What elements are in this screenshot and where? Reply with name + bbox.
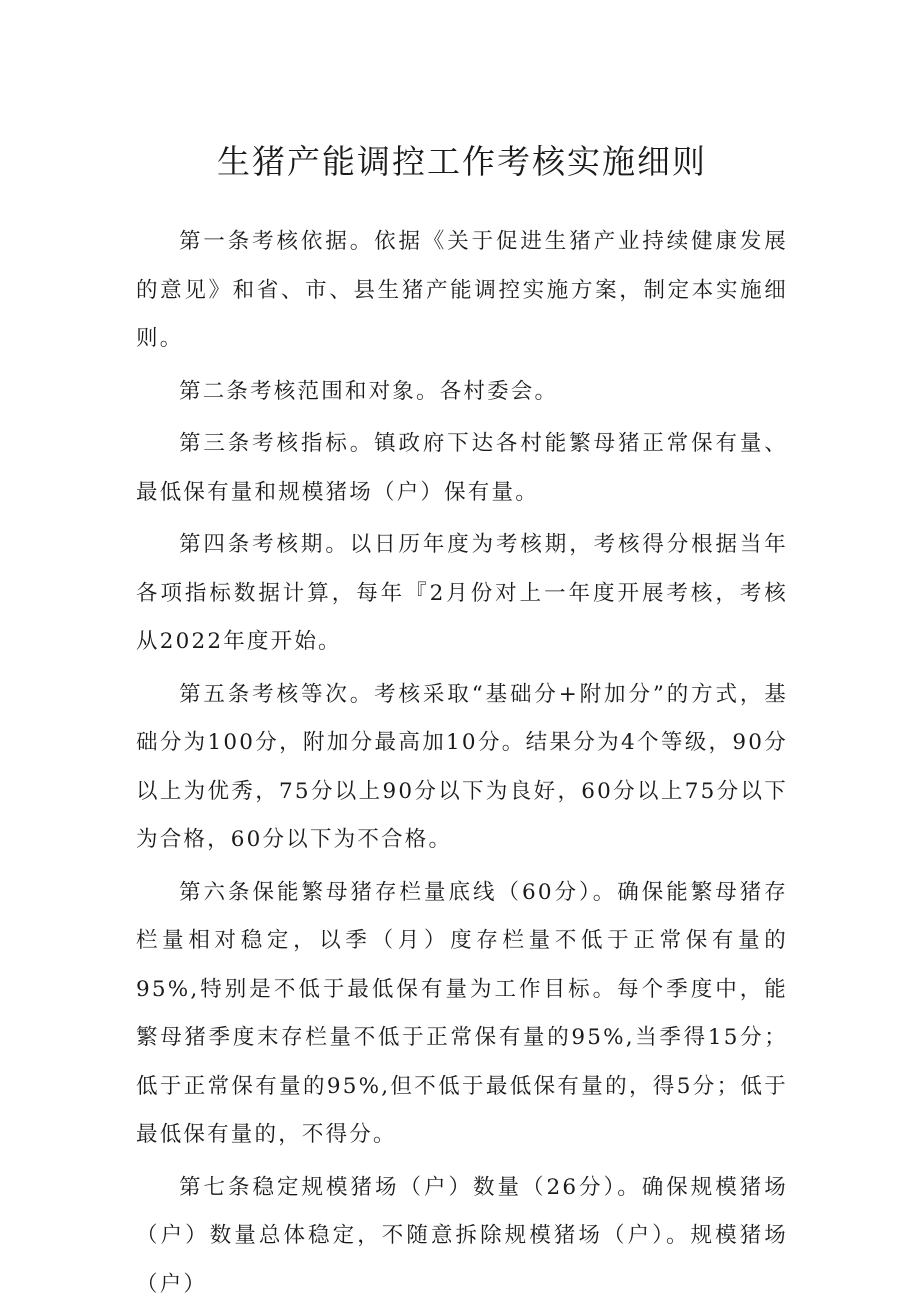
- article-2-paragraph: 第二条考核范围和对象。各村委会。: [136, 368, 788, 417]
- article-3-paragraph: 第三条考核指标。镇政府下达各村能繁母猪正常保有量、最低保有量和规模猪场（户）保有量。: [136, 420, 788, 517]
- article-1-paragraph: 第一条考核依据。依据《关于促进生猪产业持续健康发展的意见》和省、市、县生猪产能调控实施方案，制定本实施细则。: [136, 218, 788, 364]
- article-4-paragraph: 第四条考核期。以日历年度为考核期，考核得分根据当年各项指标数据计算，每年『2月份对上一年度开展考核，考核从2022年度开始。: [136, 521, 788, 667]
- article-7-paragraph: 第七条稳定规模猪场（户）数量（26分）。确保规模猪场（户）数量总体稳定，不随意拆除规模猪场（户）。规模猪场（户）: [136, 1164, 788, 1309]
- article-5-paragraph: 第五条考核等次。考核采取“基础分+附加分”的方式，基础分为100分，附加分最高加10分。结果分为4个等级，90分以上为优秀，75分以上90分以下为良好，60分以上75分以下为合格，60分以下为不合格。: [136, 671, 788, 865]
- document-body: [136, 218, 788, 1309]
- article-6-paragraph: 第六条保能繁母猪存栏量底线（60分）。确保能繁母猪存栏量相对稳定，以季（月）度存栏量不低于正常保有量的95%,特别是不低于最低保有量为工作目标。每个季度中，能繁母猪季度末存栏量不低于正常保有量的95%,当季得15分；低于正常保有量的95%,但不低于最低保有量的，得5分；低于最低保有量的，不得分。: [136, 869, 788, 1160]
- document-title: 生猪产能调控工作考核实施细则: [136, 142, 788, 182]
